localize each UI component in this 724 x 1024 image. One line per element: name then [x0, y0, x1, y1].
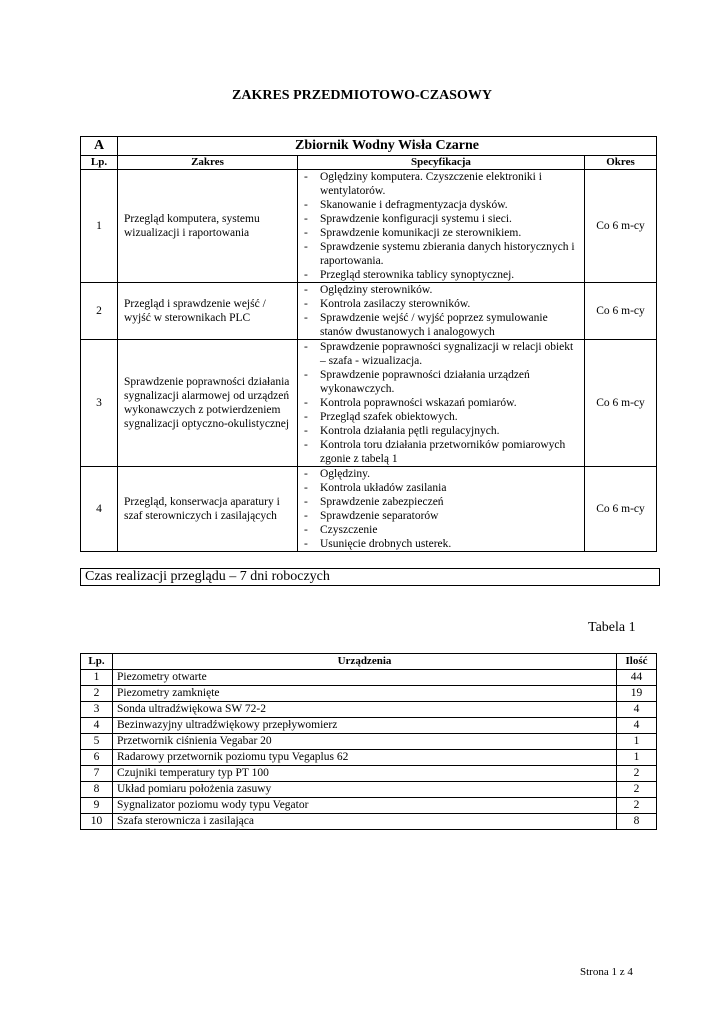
- row-lp: 1: [81, 170, 118, 283]
- spec-item: - Sprawdzenie zabezpieczeń: [302, 495, 580, 509]
- schedule-table: [80, 136, 657, 552]
- table-row: [81, 467, 657, 552]
- spec-item: - Sprawdzenie konfiguracji systemu i sieci.: [302, 212, 580, 226]
- spec-list: [298, 340, 584, 466]
- table-row: [81, 766, 657, 782]
- realization-time-box: Czas realizacji przeglądu – 7 dni roboczych: [80, 568, 660, 586]
- row-lp: 4: [81, 467, 118, 552]
- row-zakres: Przegląd i sprawdzenie wejść / wyjść w sterownikach PLC: [118, 283, 298, 340]
- header-lp: Lp.: [81, 654, 113, 670]
- header-specyfikacja: Specyfikacja: [298, 156, 585, 170]
- device-quantity: 2: [617, 798, 657, 814]
- spec-item: - Przegląd sterownika tablicy synoptycznej.: [302, 268, 580, 282]
- row-lp: 2: [81, 283, 118, 340]
- device-quantity: 4: [617, 718, 657, 734]
- spec-list: [298, 283, 584, 339]
- row-okres: Co 6 m-cy: [585, 170, 657, 283]
- device-name: Czujniki temperatury typ PT 100: [113, 766, 617, 782]
- spec-item: - Kontrola poprawności wskazań pomiarów.: [302, 396, 580, 410]
- spec-item: - Sprawdzenie separatorów: [302, 509, 580, 523]
- table-row: [81, 686, 657, 702]
- device-lp: 1: [81, 670, 113, 686]
- spec-item: - Oględziny.: [302, 467, 580, 481]
- device-lp: 10: [81, 814, 113, 830]
- spec-item: - Sprawdzenie poprawności sygnalizacji w relacji obiekt – szafa - wizualizacja.: [302, 340, 580, 368]
- row-specyfikacja: [298, 283, 585, 340]
- spec-item: - Kontrola toru działania przetworników pomiarowych zgonie z tabelą 1: [302, 438, 580, 466]
- row-specyfikacja: [298, 340, 585, 467]
- spec-item: - Kontrola układów zasilania: [302, 481, 580, 495]
- device-quantity: 19: [617, 686, 657, 702]
- page-number: Strona 1 z 4: [580, 966, 633, 978]
- section-letter: A: [81, 137, 118, 156]
- section-header-row: [81, 137, 657, 156]
- table-row: [81, 170, 657, 283]
- spec-item: - Sprawdzenie wejść / wyjść poprzez symulowanie stanów dwustanowych i analogowych: [302, 311, 580, 339]
- device-lp: 2: [81, 686, 113, 702]
- table-row: [81, 750, 657, 766]
- device-quantity: 8: [617, 814, 657, 830]
- device-name: Szafa sterownicza i zasilająca: [113, 814, 617, 830]
- table-row: [81, 702, 657, 718]
- devices-table: [80, 653, 657, 830]
- spec-item: - Sprawdzenie poprawności działania urządzeń wykonawczych.: [302, 368, 580, 396]
- row-zakres: Przegląd, konserwacja aparatury i szaf sterowniczych i zasilających: [118, 467, 298, 552]
- row-zakres: Sprawdzenie poprawności działania sygnalizacji alarmowej od urządzeń wykonawczych z potwierdzeniem sygnalizacji optyczno-okulistycznej: [118, 340, 298, 467]
- row-specyfikacja: [298, 170, 585, 283]
- table-row: [81, 670, 657, 686]
- table-row: [81, 782, 657, 798]
- table-row: [81, 798, 657, 814]
- device-name: Bezinwazyjny ultradźwiękowy przepływomierz: [113, 718, 617, 734]
- device-lp: 9: [81, 798, 113, 814]
- spec-item: - Oględziny sterowników.: [302, 283, 580, 297]
- spec-list: [298, 467, 584, 551]
- spec-list: [298, 170, 584, 282]
- device-lp: 7: [81, 766, 113, 782]
- spec-item: - Przegląd szafek obiektowych.: [302, 410, 580, 424]
- device-lp: 8: [81, 782, 113, 798]
- header-zakres: Zakres: [118, 156, 298, 170]
- spec-item: - Czyszczenie: [302, 523, 580, 537]
- device-lp: 4: [81, 718, 113, 734]
- device-name: Sonda ultradźwiękowa SW 72-2: [113, 702, 617, 718]
- header-ilosc: Ilość: [617, 654, 657, 670]
- device-quantity: 4: [617, 702, 657, 718]
- header-okres: Okres: [585, 156, 657, 170]
- device-quantity: 1: [617, 750, 657, 766]
- row-lp: 3: [81, 340, 118, 467]
- device-quantity: 2: [617, 766, 657, 782]
- table-row: [81, 718, 657, 734]
- device-name: Radarowy przetwornik poziomu typu Vegaplus 62: [113, 750, 617, 766]
- table-row: [81, 814, 657, 830]
- device-name: Przetwornik ciśnienia Vegabar 20: [113, 734, 617, 750]
- row-zakres: Przegląd komputera, systemu wizualizacji i raportowania: [118, 170, 298, 283]
- table-row: [81, 734, 657, 750]
- row-okres: Co 6 m-cy: [585, 340, 657, 467]
- device-lp: 3: [81, 702, 113, 718]
- spec-item: - Skanowanie i defragmentyzacja dysków.: [302, 198, 580, 212]
- device-name: Piezometry otwarte: [113, 670, 617, 686]
- device-quantity: 44: [617, 670, 657, 686]
- column-header-row: [81, 156, 657, 170]
- device-quantity: 1: [617, 734, 657, 750]
- device-name: Układ pomiaru położenia zasuwy: [113, 782, 617, 798]
- table-caption: Tabela 1: [588, 620, 636, 635]
- device-quantity: 2: [617, 782, 657, 798]
- spec-item: - Sprawdzenie komunikacji ze sterownikiem.: [302, 226, 580, 240]
- spec-item: - Oględziny komputera. Czyszczenie elektroniki i wentylatorów.: [302, 170, 580, 198]
- header-lp: Lp.: [81, 156, 118, 170]
- spec-item: - Kontrola zasilaczy sterowników.: [302, 297, 580, 311]
- device-lp: 5: [81, 734, 113, 750]
- row-specyfikacja: [298, 467, 585, 552]
- header-urzadzenia: Urządzenia: [113, 654, 617, 670]
- page-title: ZAKRES PRZEDMIOTOWO-CZASOWY: [232, 88, 492, 103]
- spec-item: - Kontrola działania pętli regulacyjnych.: [302, 424, 580, 438]
- section-title: Zbiornik Wodny Wisła Czarne: [118, 137, 657, 156]
- spec-item: - Sprawdzenie systemu zbierania danych historycznych i raportowania.: [302, 240, 580, 268]
- row-okres: Co 6 m-cy: [585, 467, 657, 552]
- spec-item: - Usunięcie drobnych usterek.: [302, 537, 580, 551]
- device-lp: 6: [81, 750, 113, 766]
- table-row: [81, 283, 657, 340]
- device-name: Piezometry zamknięte: [113, 686, 617, 702]
- table-row: [81, 340, 657, 467]
- device-name: Sygnalizator poziomu wody typu Vegator: [113, 798, 617, 814]
- row-okres: Co 6 m-cy: [585, 283, 657, 340]
- devices-header-row: [81, 654, 657, 670]
